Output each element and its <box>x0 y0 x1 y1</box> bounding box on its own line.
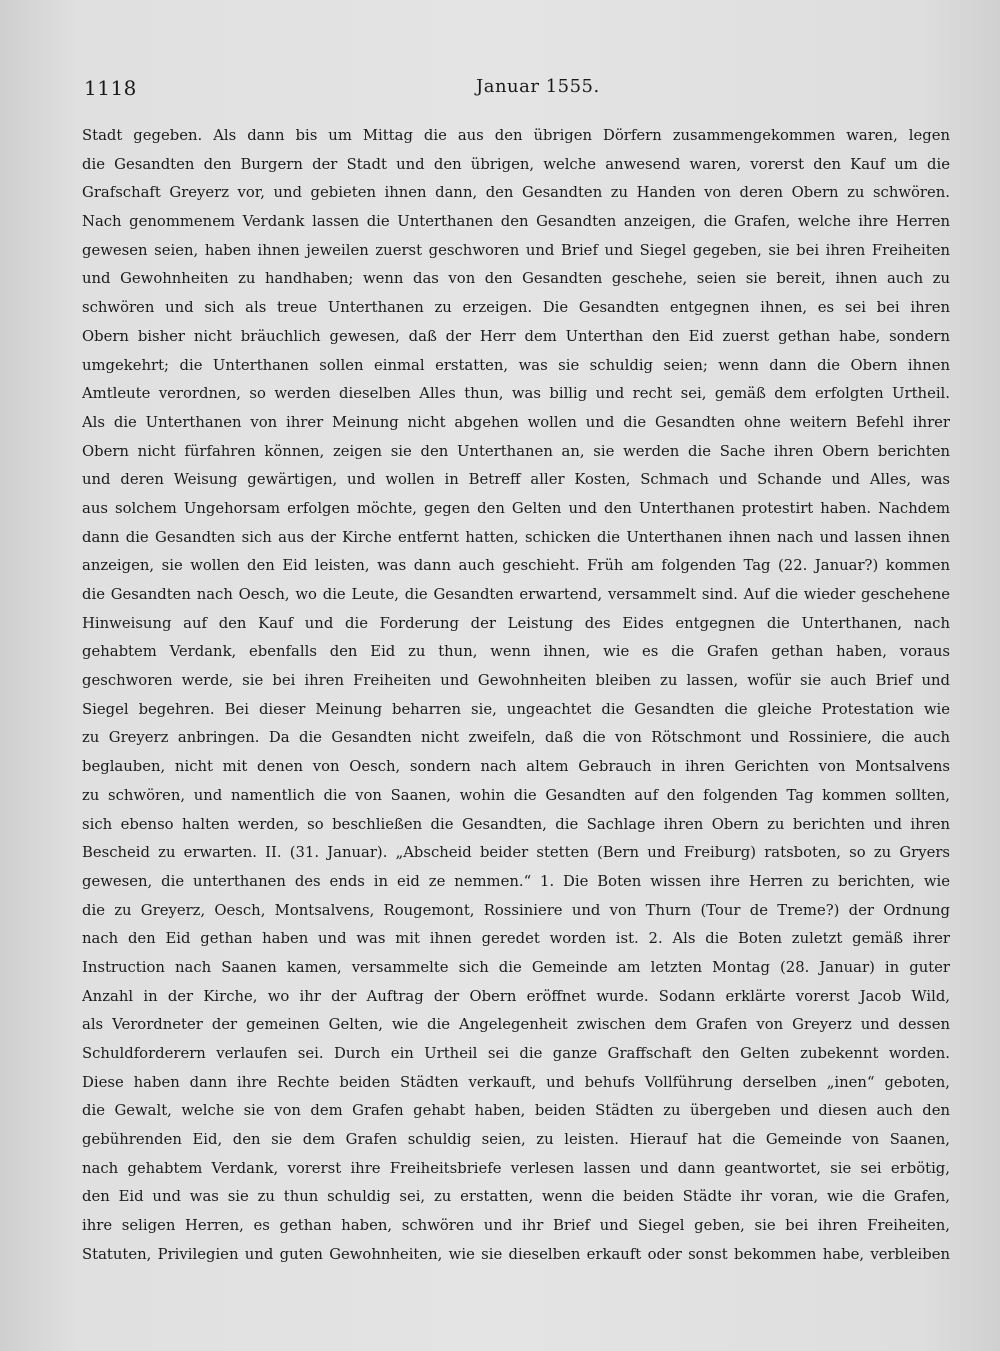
text-line: Schuldforderern verlaufen sei. Durch ein Urtheil sei die ganze Graffschaft den Gelten zubekennt worden. <box>82 1045 950 1062</box>
text-line: ihre seligen Herren, es gethan haben, schwören und ihr Brief und Siegel geben, sie bei ihren Freiheiten, <box>82 1217 950 1235</box>
text-line: Instruction nach Saanen kamen, versammelte sich die Gemeinde am letzten Montag (28. Januar) in guter <box>82 958 950 976</box>
running-head: Januar 1555. <box>476 76 600 97</box>
text-line: Statuten, Privilegien und guten Gewohnheiten, wie sie dieselben erkauft oder sonst bekommen habe, verbleiben <box>82 1245 950 1263</box>
text-line: geschworen werde, sie bei ihren Freiheiten und Gewohnheiten bleiben zu lassen, wofür sie auch Brief und <box>82 672 950 690</box>
text-line: umgekehrt; die Unterthanen sollen einmal erstatten, was sie schuldig seien; wenn dann die Obern ihnen <box>82 356 950 374</box>
text-line: gewesen seien, haben ihnen jeweilen zuerst geschworen und Brief und Siegel gegeben, sie bei ihren Freiheiten <box>82 241 950 259</box>
text-line: Nach genommenem Verdank lassen die Unterthanen den Gesandten anzeigen, die Grafen, welche ihre Herren <box>82 213 950 231</box>
text-line: nach gehabtem Verdank, vorerst ihre Freiheitsbriefe verlesen lassen und dann geantwortet, sie sei erbötig, <box>82 1159 950 1177</box>
text-line: als Verordneter der gemeinen Gelten, wie die Angelegenheit zwischen dem Grafen von Greyerz und dessen <box>82 1016 950 1034</box>
text-line: Obern bisher nicht bräuchlich gewesen, daß der Herr dem Unterthan den Eid zuerst gethan habe, sondern <box>82 327 950 345</box>
text-line: die Gesandten nach Oesch, wo die Leute, die Gesandten erwartend, versammelt sind. Auf die wieder geschehene <box>82 586 950 603</box>
text-line: Diese haben dann ihre Rechte beiden Städten verkauft, und behufs Vollführung derselben „inen“ geboten, <box>82 1073 950 1091</box>
text-line: zu Greyerz anbringen. Da die Gesandten nicht zweifeln, daß die von Rötschmont und Rossiniere, die auch <box>82 729 950 747</box>
text-line: beglauben, nicht mit denen von Oesch, sondern nach altem Gebrauch in ihren Gerichten von Montsalvens <box>82 758 950 776</box>
text-line: Siegel begehren. Bei dieser Meinung beharren sie, ungeachtet die Gesandten die gleiche Protestation wie <box>82 700 950 718</box>
text-line: aus solchem Ungehorsam erfolgen möchte, gegen den Gelten und den Unterthanen protestirt haben. Nachdem <box>82 499 950 517</box>
text-line: zu schwören, und namentlich die von Saanen, wohin die Gesandten auf den folgenden Tag kommen sollten, <box>82 786 950 804</box>
page-header <box>0 76 1000 106</box>
text-line: Bescheid zu erwarten. II. (31. Januar). „Abscheid beider stetten (Bern und Freiburg) ratsboten, so zu Gryers <box>82 844 950 862</box>
text-line: anzeigen, sie wollen den Eid leisten, was dann auch geschieht. Früh am folgenden Tag (22. Januar?) kommen <box>82 557 950 575</box>
text-line: schwören und sich als treue Unterthanen zu erzeigen. Die Gesandten entgegnen ihnen, es sei bei ihren <box>82 299 950 317</box>
text-line: die zu Greyerz, Oesch, Montsalvens, Rougemont, Rossiniere und von Thurn (Tour de Treme?) der Ordnung <box>82 901 950 919</box>
text-line: nach den Eid gethan haben und was mit ihnen geredet worden ist. 2. Als die Boten zuletzt gemäß ihrer <box>82 930 950 948</box>
page-number: 1118 <box>84 76 137 100</box>
text-line: gehabtem Verdank, ebenfalls den Eid zu thun, wenn ihnen, wie es die Grafen gethan haben, voraus <box>82 643 950 661</box>
text-line: den Eid und was sie zu thun schuldig sei, zu erstatten, wenn die beiden Städte ihr voran, wie die Grafen, <box>82 1188 950 1206</box>
text-line: Stadt gegeben. Als dann bis um Mittag die aus den übrigen Dörfern zusammengekommen waren, legen <box>82 127 950 144</box>
text-line: Hinweisung auf den Kauf und die Forderung der Leistung des Eides entgegnen die Unterthanen, nach <box>82 614 950 632</box>
body-text <box>82 122 950 1270</box>
text-line: die Gewalt, welche sie von dem Grafen gehabt haben, beiden Städten zu übergeben und diesen auch den <box>82 1102 950 1120</box>
text-line: gebührenden Eid, den sie dem Grafen schuldig seien, zu leisten. Hierauf hat die Gemeinde von Saanen, <box>82 1131 950 1149</box>
text-line: Amtleute verordnen, so werden dieselben Alles thun, was billig und recht sei, gemäß dem erfolgten Urtheil. <box>82 385 950 403</box>
text-line: gewesen, die unterthanen des ends in eid ze nemmen.“ 1. Die Boten wissen ihre Herren zu berichten, wie <box>82 872 950 890</box>
text-line: sich ebenso halten werden, so beschließen die Gesandten, die Sachlage ihren Obern zu berichten und ihren <box>82 815 950 833</box>
text-line: und deren Weisung gewärtigen, und wollen in Betreff aller Kosten, Schmach und Schande und Alles, was <box>82 471 950 489</box>
text-line: und Gewohnheiten zu handhaben; wenn das von den Gesandten geschehe, seien sie bereit, ihnen auch zu <box>82 270 950 288</box>
text-line: dann die Gesandten sich aus der Kirche entfernt hatten, schicken die Unterthanen ihnen nach und lassen ihnen <box>82 528 950 546</box>
text-line: Grafschaft Greyerz vor, und gebieten ihnen dann, den Gesandten zu Handen von deren Obern zu schwören. <box>82 184 950 202</box>
text-line: Als die Unterthanen von ihrer Meinung nicht abgehen wollen und die Gesandten ohne weitern Befehl ihrer <box>82 413 950 431</box>
text-line: Anzahl in der Kirche, wo ihr der Auftrag der Obern eröffnet wurde. Sodann erklärte vorerst Jacob Wild, <box>82 987 950 1005</box>
text-line: Obern nicht fürfahren können, zeigen sie den Unterthanen an, sie werden die Sache ihren Obern berichten <box>82 442 950 460</box>
text-line: die Gesandten den Burgern der Stadt und den übrigen, welche anwesend waren, vorerst den Kauf um die <box>82 155 950 173</box>
